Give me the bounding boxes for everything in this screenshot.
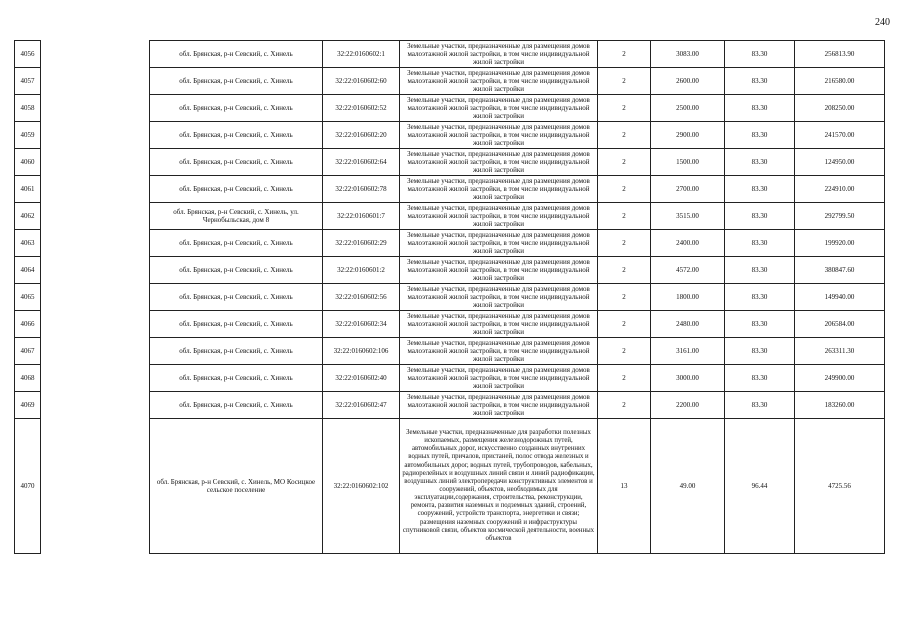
cadastral-value-cell: 206584.00: [795, 311, 885, 338]
address-cell: обл. Брянская, р-н Севский, с. Хинель, ул. Чернобыльская, дом 8: [150, 203, 323, 230]
record-number-cell: 4057: [15, 68, 41, 95]
address-cell: обл. Брянская, р-н Севский, с. Хинель: [150, 68, 323, 95]
use-group-cell: 2: [598, 176, 651, 203]
cadastral-number-cell: 32:22:0160601:2: [323, 257, 400, 284]
use-group-cell: 2: [598, 230, 651, 257]
record-number-cell: 4064: [15, 257, 41, 284]
use-group-cell: 2: [598, 203, 651, 230]
record-number-cell: 4066: [15, 311, 41, 338]
page-number: 240: [875, 17, 890, 28]
area-cell: 1500.00: [651, 149, 725, 176]
area-cell: 2500.00: [651, 95, 725, 122]
land-registry-table: [14, 40, 885, 554]
cadastral-number-cell: 32:22:0160602:47: [323, 392, 400, 419]
land-use-cell: Земельные участки, предназначенные для размещения домов малоэтажной жилой застройки, в том числе индивидуальной жилой застройки: [400, 203, 598, 230]
table-row: [15, 311, 885, 338]
table-row: [15, 122, 885, 149]
area-cell: 3161.00: [651, 338, 725, 365]
cadastral-value-cell: 4725.56: [795, 419, 885, 554]
use-group-cell: 2: [598, 338, 651, 365]
land-use-cell: Земельные участки, предназначенные для размещения домов малоэтажной жилой застройки, в том числе индивидуальной жилой застройки: [400, 122, 598, 149]
specific-value-cell: 83.30: [725, 122, 795, 149]
cadastral-number-cell: 32:22:0160602:102: [323, 419, 400, 554]
table-row: [15, 338, 885, 365]
cadastral-value-cell: 292799.50: [795, 203, 885, 230]
record-number-cell: 4061: [15, 176, 41, 203]
record-number-cell: 4056: [15, 41, 41, 68]
spacer-cell: [41, 149, 150, 176]
address-cell: обл. Брянская, р-н Севский, с. Хинель: [150, 95, 323, 122]
area-cell: 2400.00: [651, 230, 725, 257]
area-cell: 2700.00: [651, 176, 725, 203]
table-row: [15, 257, 885, 284]
record-number-cell: 4058: [15, 95, 41, 122]
record-number-cell: 4069: [15, 392, 41, 419]
cadastral-number-cell: 32:22:0160602:1: [323, 41, 400, 68]
spacer-cell: [41, 230, 150, 257]
land-use-cell: Земельные участки, предназначенные для размещения домов малоэтажной жилой застройки, в том числе индивидуальной жилой застройки: [400, 338, 598, 365]
use-group-cell: 2: [598, 392, 651, 419]
address-cell: обл. Брянская, р-н Севский, с. Хинель: [150, 392, 323, 419]
land-use-cell: Земельные участки, предназначенные для размещения домов малоэтажной жилой застройки, в том числе индивидуальной жилой застройки: [400, 230, 598, 257]
specific-value-cell: 83.30: [725, 68, 795, 95]
cadastral-value-cell: 249900.00: [795, 365, 885, 392]
area-cell: 2600.00: [651, 68, 725, 95]
use-group-cell: 2: [598, 311, 651, 338]
land-use-cell: Земельные участки, предназначенные для размещения домов малоэтажной жилой застройки, в том числе индивидуальной жилой застройки: [400, 149, 598, 176]
cadastral-number-cell: 32:22:0160602:60: [323, 68, 400, 95]
cadastral-number-cell: 32:22:0160601:7: [323, 203, 400, 230]
table-row: [15, 365, 885, 392]
specific-value-cell: 83.30: [725, 257, 795, 284]
cadastral-value-cell: 241570.00: [795, 122, 885, 149]
use-group-cell: 13: [598, 419, 651, 554]
cadastral-number-cell: 32:22:0160602:56: [323, 284, 400, 311]
record-number-cell: 4068: [15, 365, 41, 392]
specific-value-cell: 83.30: [725, 284, 795, 311]
land-use-cell: Земельные участки, предназначенные для размещения домов малоэтажной жилой застройки, в том числе индивидуальной жилой застройки: [400, 284, 598, 311]
area-cell: 3083.00: [651, 41, 725, 68]
land-use-cell: Земельные участки, предназначенные для размещения домов малоэтажной жилой застройки, в том числе индивидуальной жилой застройки: [400, 311, 598, 338]
cadastral-value-cell: 224910.00: [795, 176, 885, 203]
cadastral-number-cell: 32:22:0160602:64: [323, 149, 400, 176]
area-cell: 2900.00: [651, 122, 725, 149]
cadastral-value-cell: 380847.60: [795, 257, 885, 284]
record-number-cell: 4063: [15, 230, 41, 257]
use-group-cell: 2: [598, 149, 651, 176]
registry-body: [15, 41, 885, 554]
use-group-cell: 2: [598, 95, 651, 122]
record-number-cell: 4067: [15, 338, 41, 365]
specific-value-cell: 83.30: [725, 176, 795, 203]
land-use-cell: Земельные участки, предназначенные для размещения домов малоэтажной жилой застройки, в том числе индивидуальной жилой застройки: [400, 365, 598, 392]
cadastral-value-cell: 256813.90: [795, 41, 885, 68]
land-use-cell: Земельные участки, предназначенные для размещения домов малоэтажной жилой застройки, в том числе индивидуальной жилой застройки: [400, 257, 598, 284]
record-number-cell: 4070: [15, 419, 41, 554]
specific-value-cell: 83.30: [725, 149, 795, 176]
area-cell: 4572.00: [651, 257, 725, 284]
address-cell: обл. Брянская, р-н Севский, с. Хинель: [150, 365, 323, 392]
table-row: [15, 41, 885, 68]
address-cell: обл. Брянская, р-н Севский, с. Хинель: [150, 149, 323, 176]
address-cell: обл. Брянская, р-н Севский, с. Хинель, МО Косицкое сельское поселение: [150, 419, 323, 554]
table-row: [15, 230, 885, 257]
spacer-cell: [41, 338, 150, 365]
cadastral-value-cell: 208250.00: [795, 95, 885, 122]
area-cell: 3000.00: [651, 365, 725, 392]
address-cell: обл. Брянская, р-н Севский, с. Хинель: [150, 122, 323, 149]
cadastral-value-cell: 124950.00: [795, 149, 885, 176]
cadastral-value-cell: 149940.00: [795, 284, 885, 311]
cadastral-value-cell: 216580.00: [795, 68, 885, 95]
use-group-cell: 2: [598, 284, 651, 311]
cadastral-number-cell: 32:22:0160602:29: [323, 230, 400, 257]
cadastral-number-cell: 32:22:0160602:34: [323, 311, 400, 338]
table-row: [15, 392, 885, 419]
address-cell: обл. Брянская, р-н Севский, с. Хинель: [150, 41, 323, 68]
specific-value-cell: 83.30: [725, 41, 795, 68]
address-cell: обл. Брянская, р-н Севский, с. Хинель: [150, 338, 323, 365]
spacer-cell: [41, 257, 150, 284]
specific-value-cell: 83.30: [725, 95, 795, 122]
address-cell: обл. Брянская, р-н Севский, с. Хинель: [150, 257, 323, 284]
address-cell: обл. Брянская, р-н Севский, с. Хинель: [150, 284, 323, 311]
spacer-cell: [41, 176, 150, 203]
table-row: [15, 203, 885, 230]
use-group-cell: 2: [598, 68, 651, 95]
specific-value-cell: 83.30: [725, 365, 795, 392]
cadastral-value-cell: 263311.30: [795, 338, 885, 365]
land-use-cell: Земельные участки, предназначенные для размещения домов малоэтажной жилой застройки, в том числе индивидуальной жилой застройки: [400, 176, 598, 203]
table-row: [15, 419, 885, 554]
area-cell: 3515.00: [651, 203, 725, 230]
cadastral-value-cell: 183260.00: [795, 392, 885, 419]
use-group-cell: 2: [598, 122, 651, 149]
cadastral-number-cell: 32:22:0160602:78: [323, 176, 400, 203]
cadastral-number-cell: 32:22:0160602:52: [323, 95, 400, 122]
address-cell: обл. Брянская, р-н Севский, с. Хинель: [150, 311, 323, 338]
record-number-cell: 4060: [15, 149, 41, 176]
spacer-cell: [41, 68, 150, 95]
use-group-cell: 2: [598, 257, 651, 284]
cadastral-number-cell: 32:22:0160602:106: [323, 338, 400, 365]
area-cell: 49.00: [651, 419, 725, 554]
land-use-cell: Земельные участки, предназначенные для разработки полезных ископаемых, размещения железнодорожных путей, автомобильных дорог, искусственно созданных внутренних водных путей, причалов, пристаней, полос отвода железных и автомобильных дорог, водных путей, трубопроводов, кабельных, радиорелейных и воздушных линий связи и линий радиофикации, воздушных линий электропередачи конструктивных элементов и сооружений, объектов, необходимых для эксплуатации,содержания, строительства, реконструкции, ремонта, развития наземных и подземных зданий, строений, сооружений, устройств транспорта, энергетики и связи; размещения наземных сооружений и инфраструктуры спутниковой связи, объектов космической деятельности, военных объектов: [400, 419, 598, 554]
specific-value-cell: 83.30: [725, 311, 795, 338]
specific-value-cell: 96.44: [725, 419, 795, 554]
record-number-cell: 4065: [15, 284, 41, 311]
spacer-cell: [41, 365, 150, 392]
use-group-cell: 2: [598, 41, 651, 68]
table-row: [15, 176, 885, 203]
table-row: [15, 149, 885, 176]
table-row: [15, 68, 885, 95]
spacer-cell: [41, 41, 150, 68]
spacer-cell: [41, 284, 150, 311]
record-number-cell: 4059: [15, 122, 41, 149]
address-cell: обл. Брянская, р-н Севский, с. Хинель: [150, 230, 323, 257]
area-cell: 1800.00: [651, 284, 725, 311]
specific-value-cell: 83.30: [725, 392, 795, 419]
cadastral-number-cell: 32:22:0160602:40: [323, 365, 400, 392]
cadastral-value-cell: 199920.00: [795, 230, 885, 257]
cadastral-number-cell: 32:22:0160602:20: [323, 122, 400, 149]
use-group-cell: 2: [598, 365, 651, 392]
specific-value-cell: 83.30: [725, 338, 795, 365]
area-cell: 2480.00: [651, 311, 725, 338]
spacer-cell: [41, 122, 150, 149]
land-use-cell: Земельные участки, предназначенные для размещения домов малоэтажной жилой застройки, в том числе индивидуальной жилой застройки: [400, 41, 598, 68]
spacer-cell: [41, 419, 150, 554]
land-use-cell: Земельные участки, предназначенные для размещения домов малоэтажной жилой застройки, в том числе индивидуальной жилой застройки: [400, 392, 598, 419]
land-use-cell: Земельные участки, предназначенные для размещения домов малоэтажной жилой застройки, в том числе индивидуальной жилой застройки: [400, 95, 598, 122]
specific-value-cell: 83.30: [725, 203, 795, 230]
spacer-cell: [41, 95, 150, 122]
specific-value-cell: 83.30: [725, 230, 795, 257]
spacer-cell: [41, 203, 150, 230]
address-cell: обл. Брянская, р-н Севский, с. Хинель: [150, 176, 323, 203]
area-cell: 2200.00: [651, 392, 725, 419]
record-number-cell: 4062: [15, 203, 41, 230]
table-row: [15, 95, 885, 122]
spacer-cell: [41, 311, 150, 338]
land-use-cell: Земельные участки, предназначенные для размещения домов малоэтажной жилой застройки, в том числе индивидуальной жилой застройки: [400, 68, 598, 95]
table-row: [15, 284, 885, 311]
spacer-cell: [41, 392, 150, 419]
